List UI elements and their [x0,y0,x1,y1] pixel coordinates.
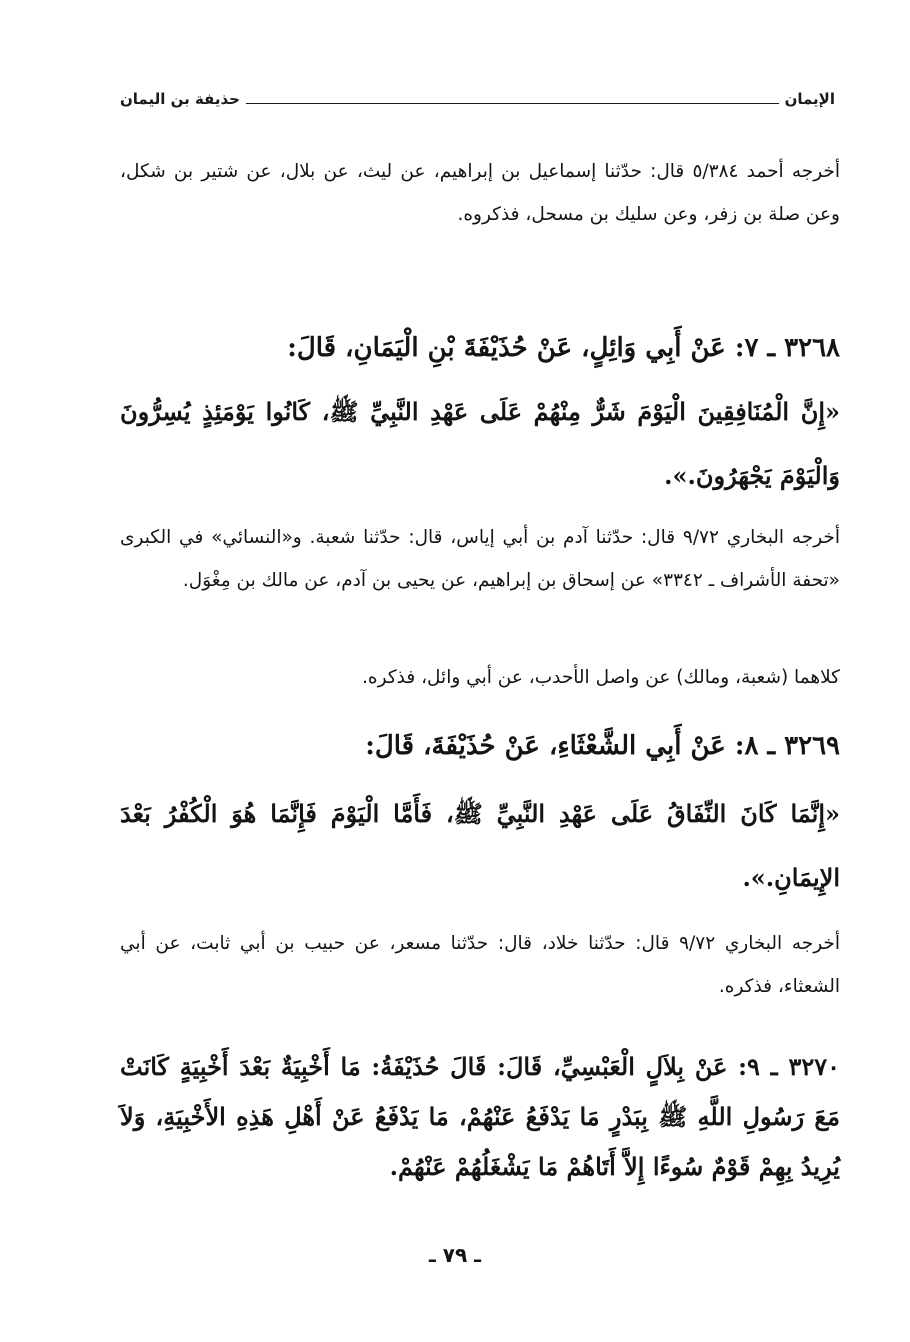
hadith-3269-heading: ٣٢٦٩ ـ ٨: عَنْ أَبِي الشَّعْثَاءِ، عَنْ حُذَيْفَةَ، قَالَ: [365,731,840,761]
hadith-3268-text: «إِنَّ الْمُنَافِقِينَ الْيَوْمَ شَرٌّ مِنْهُمْ عَلَى عَهْدِ النَّبِيِّ ﷺ، كَانُوا يَوْمَئِذٍ يُسِرُّونَ وَالْيَوْمَ يَجْهَرُونَ.». [120,397,840,490]
source-note-2: أخرجه البخاري ٩/٧٢ قال: حدّثنا آدم بن أبي إياس، قال: حدّثنا شعبة. و«النسائي» في الكبرى «تحفة الأشراف ـ ٣٣٤٢» عن إسحاق بن إبراهيم، عن يحيى بن آدم، عن مالك بن مِغْوَل. [120,527,840,591]
hadith-3270-text: ٣٢٧٠ ـ ٩: عَنْ بِلاَلٍ الْعَبْسِيِّ، قَالَ: قَالَ حُذَيْفَةُ: مَا أَخْبِيَةٌ بَعْدَ أَخْبِيَةٍ كَانَتْ مَعَ رَسُولِ اللَّهِ ﷺ بِبَدْرٍ مَا يَدْفَعُ عَنْهُمْ، مَا يَدْفَعُ عَنْ أَهْلِ هَذِهِ الأَخْبِيَةِ، وَلاَ يُرِيدُ بِهِمْ قَوْمٌ سُوءًا إِلاَّ أَتَاهُمْ مَا يَشْغَلُهُمْ عَنْهُمْ. [120,1052,841,1181]
source-note-3: كلاهما (شعبة، ومالك) عن واصل الأحدب، عن أبي وائل، فذكره. [362,667,840,688]
hadith-3268-heading: ٣٢٦٨ ـ ٧: عَنْ أَبِي وَائِلٍ، عَنْ حُذَيْفَةَ بْنِ الْيَمَانِ، قَالَ: [287,333,840,363]
page-number: ـ ٧٩ ـ [428,1243,482,1267]
running-header-chapter: حذيفة بن اليمان [120,90,240,108]
running-header [120,84,835,114]
source-note-4: أخرجه البخاري ٩/٧٢ قال: حدّثنا خلاد، قال: حدّثنا مسعر، عن حبيب بن أبي ثابت، عن أبي الشعثاء، فذكره. [120,933,840,997]
running-header-section: الإيمان [784,90,835,108]
hadith-3269-text: «إِنَّمَا كَانَ النِّفَاقُ عَلَى عَهْدِ النَّبِيِّ ﷺ، فَأَمَّا الْيَوْمَ فَإِنَّمَا هُوَ الْكُفْرُ بَعْدَ الإِيمَانِ.». [120,799,840,892]
source-note-1: أخرجه أحمد ٥/٣٨٤ قال: حدّثنا إسماعيل بن إبراهيم، عن ليث، عن بلال، عن شتير بن شكل، وعن صلة بن زفر، وعن سليك بن مسحل، فذكروه. [120,161,840,225]
running-header-rule [246,103,779,104]
